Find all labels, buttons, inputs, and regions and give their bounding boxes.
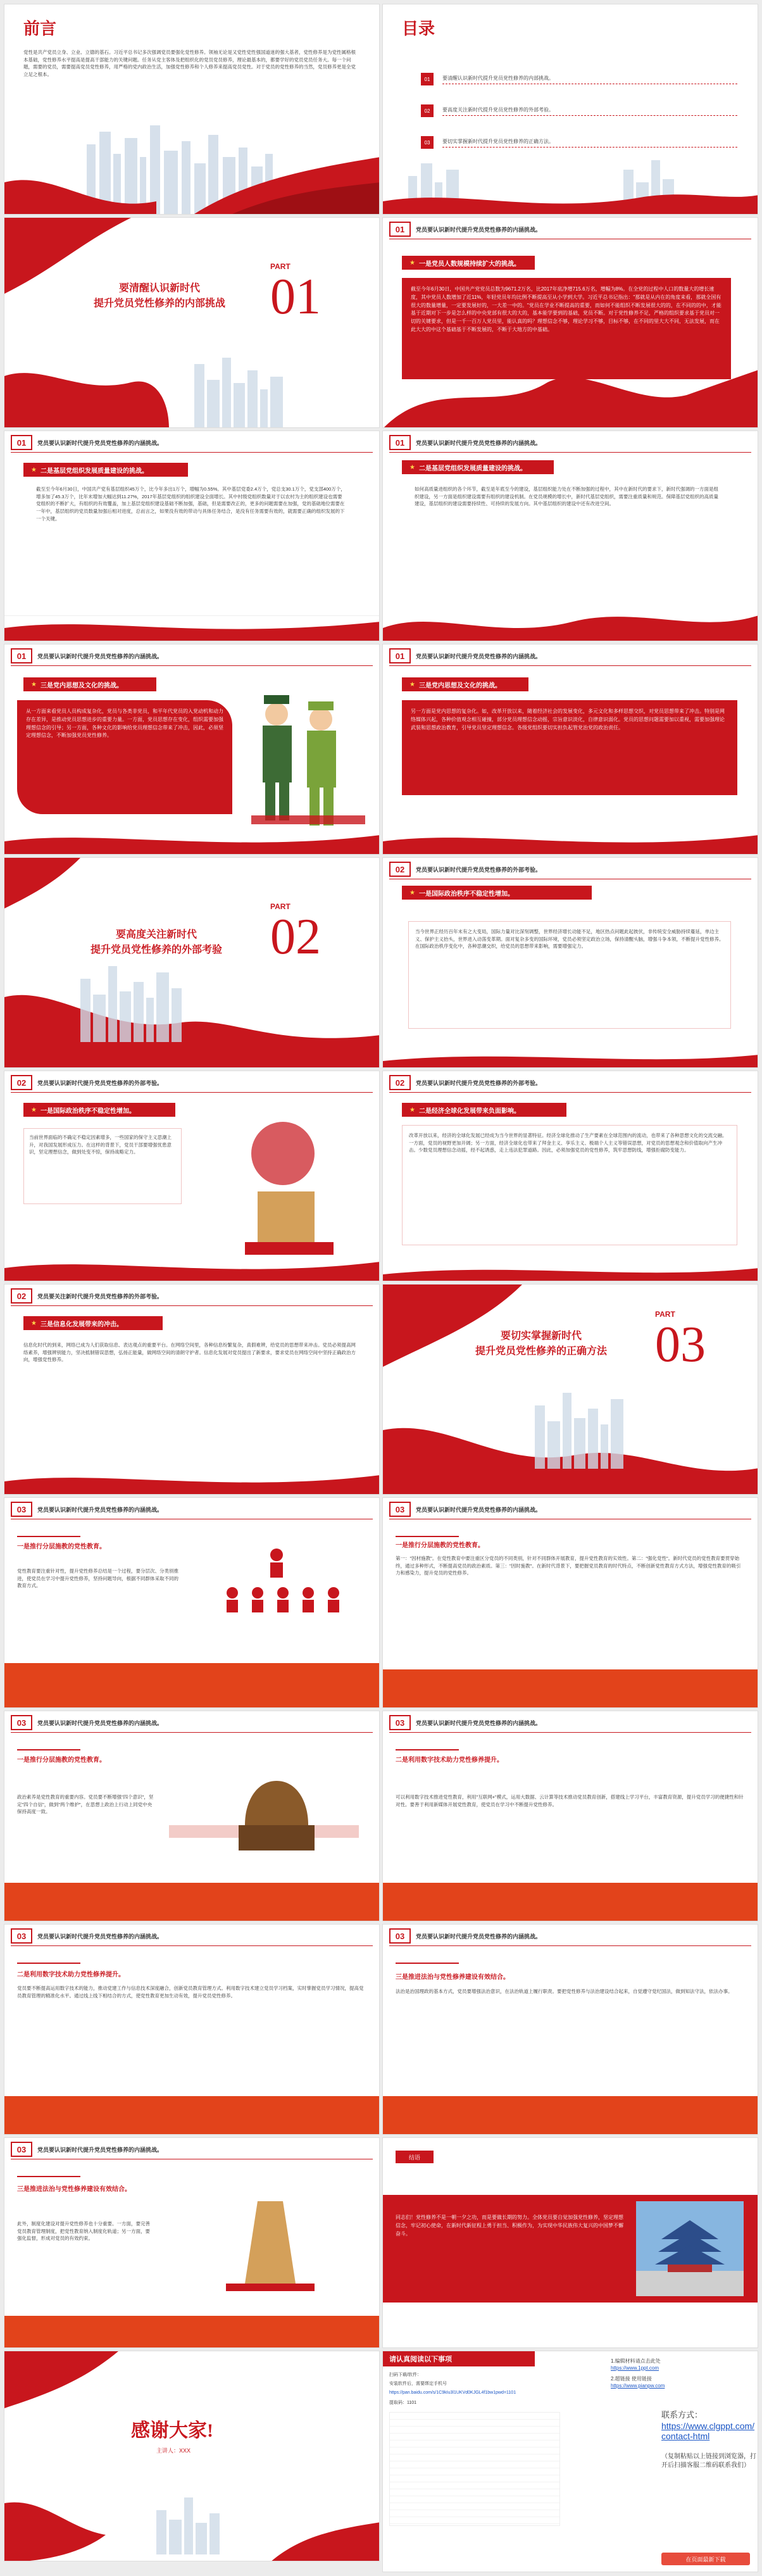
part-number: 02 — [270, 909, 321, 965]
slide-conclusion[interactable] — [382, 2137, 758, 2348]
star-icon: ★ — [31, 1106, 37, 1114]
contact-link[interactable]: https://www.clgppt.com/contact-html — [661, 2421, 755, 2441]
sub-heading: 二是基层党组织发展质量建设的挑战。 — [418, 465, 527, 472]
slide-content-15[interactable] — [4, 1497, 380, 1708]
red-ribbon-graphic — [383, 571, 758, 641]
slide-part-01[interactable] — [4, 217, 380, 428]
section-number: 01 — [389, 222, 411, 237]
star-icon: ★ — [409, 463, 415, 471]
header-text: 党员要认识新时代提升党员党性修养的外部考验。 — [416, 866, 542, 873]
slide-header — [383, 1071, 758, 1094]
slide-content-4[interactable] — [382, 217, 758, 428]
slide-header — [4, 644, 379, 667]
toc-number: 01 — [421, 73, 434, 85]
header-text: 党员要认识新时代提升党员党性修养的内涵挑战。 — [37, 653, 163, 660]
part-title-line1: 要切实掌握新时代 — [500, 1331, 582, 1341]
slide-header — [383, 431, 758, 454]
slide-content-11[interactable] — [4, 1071, 380, 1281]
sub-heading-bar — [402, 886, 592, 900]
header-text: 党员要认识新时代提升党员党性修养的内涵挑战。 — [416, 439, 542, 446]
slide-preface[interactable] — [4, 4, 380, 215]
part-title-line1: 要清醒认识新时代 — [118, 283, 200, 294]
city-skyline-graphic — [383, 1386, 758, 1469]
preface-body: 党性是共产党员立身、立业、立德的基石。习近平总书记多次强调党员要强化党性修养。领袖无论是又党性党性强国道迷的强大基者，党性修养是为党性属格根本基础，党性修养水平提高是提高干部能力的关键问题。任务从党主客体及把组织化的党员党员修养，理论最基本的，都要学好的党员党员任务大。毎一个问题，需要的党员，需要提高党员党性修养，用严格的党内政治生活，加强党性修养和个人修养来提高党员党性。对于党员的党性修养的当然，党员修养更是全党立足之根本。 — [23, 49, 356, 77]
bottom-color-band — [4, 2316, 379, 2347]
sub-heading: 一是推行分层施教的党性教育。 — [396, 1542, 484, 1549]
sub-heading-bar — [23, 1103, 175, 1117]
contact-label: 联系方式： — [661, 2410, 703, 2420]
statue-illustration — [169, 2195, 359, 2296]
section-number: 01 — [11, 435, 32, 450]
header-text: 党员要认识新时代提升党员党性修养的内涵挑战。 — [37, 1506, 163, 1513]
part-number: 01 — [270, 269, 321, 325]
part-number: 03 — [655, 1317, 706, 1373]
section-number: 03 — [11, 1502, 32, 1517]
sub-heading-bar — [23, 1316, 163, 1330]
part-label: PART — [270, 902, 290, 911]
slide-header — [383, 858, 758, 881]
temple-of-heaven-photo — [636, 2201, 744, 2296]
city-skyline-graphic — [4, 960, 380, 1042]
sub-heading-bar — [402, 677, 528, 691]
content-body: 当前世界面临的不确定不稳定因素增多，一些国家的保守主义思潮上升，对我国发展形成压力。在这样的背景下，党员干部要增强忧患意识，坚定理想信念，做到处变不惊，保持战略定力。 — [23, 1128, 182, 1204]
slide-content-10[interactable] — [382, 857, 758, 1068]
content-body: 可以利用数字技术推进党性教育，利用"互联网+"模式，运用大数据、云计算等技术推动党员教育创新，搭建线上学习平台，丰富教育资源，提升党员学习的便捷性和针对性。要善于利用新媒体开展党性教育，使党员在学习中不断提升党性修养。 — [396, 1794, 744, 1807]
info-line-2: 安装软件后，需要绑定手机号 — [389, 2382, 447, 2386]
header-text: 党员要认识新时代提升党员党性修养的外部考验。 — [416, 1079, 542, 1086]
content-body: 当今世界正经历百年未有之大变局，国际力量对比深刻调整，世界经济增长动能不足，地区热点问题此起彼伏，非传统安全威胁持续蔓延，单边主义、保护主义抬头，世界进入动荡变革期。面对复杂多变的国际环境，党员必须坚定政治立场，保持清醒头脑，增强斗争本领，不断提升党性修养。在国际政治秩序变化中，各种思潮交织，给党员的思想带来影响，需要增强定力。 — [408, 921, 731, 1029]
section-number: 03 — [11, 1928, 32, 1944]
content-body: 党性教育要注重针对性，提升党性修养总结是一个过程，要分层次、分类别推进，使党员在学习中提升党性修养，坚持问题导向，根据不同群体采取不同的教育方式。 — [17, 1568, 178, 1589]
sub-heading: 三是党内思想及文化的挑战。 — [418, 682, 501, 689]
slide-content-8[interactable] — [382, 644, 758, 855]
part-title-line1: 要高度关注新时代 — [115, 929, 197, 940]
monument-illustration — [220, 1115, 359, 1261]
part-title — [68, 927, 245, 958]
content-body: 如何高质量进组织的各个环节，截至是年底至今的建设，基层组织能力处在不断加强的过程中，其中在新时代的要求下，新时代强调的一方面是组织建设，另一方面是组织建设需要有组织的建设机制。在党员规模的增长中，新时代基层党组织，需要注重质量和规范。保障基层党组织的高质量建设，基层组织的建设需要持续性、可持续的发展方向。其中基层组织的建设中还有改进空间。 — [415, 486, 718, 507]
slide-header — [383, 644, 758, 667]
red-ribbon-graphic — [4, 144, 380, 214]
slide-header — [4, 2138, 379, 2161]
header-text: 党员要关注新时代提升党员党性修养的外部考验。 — [37, 1293, 163, 1300]
section-number: 01 — [389, 648, 411, 663]
header-text: 党员要认识新时代提升党员党性修养的内涵挑战。 — [416, 1719, 542, 1726]
star-icon: ★ — [31, 681, 37, 688]
conclusion-tag: 结语 — [396, 2151, 434, 2163]
bottom-color-band — [4, 1663, 379, 1707]
red-ribbon-graphic — [4, 1456, 380, 1494]
slide-content-21[interactable] — [4, 2137, 380, 2348]
sub-heading: 一是国际政治秩序不稳定性增加。 — [40, 1107, 135, 1115]
bottom-color-band — [4, 2096, 379, 2134]
city-skyline-graphic — [383, 151, 758, 214]
conclusion-body: 同志们！党性修养不是一朝一夕之功，而是要做长期的努力。全体党员要自觉加强党性修养，坚定理想信念，牢记初心使命，在新时代新征程上勇于担当、积极作为，为实现中华民族伟大复兴的中国梦不懈奋斗。 — [396, 2215, 623, 2237]
slide-thanks[interactable] — [4, 2351, 380, 2561]
info-title: 请认真阅读以下事项 — [383, 2351, 535, 2366]
extract-code: 提取码：1101 — [389, 2401, 417, 2405]
sub-heading: 三是推进法治与党性修养建设有效结合。 — [396, 1974, 509, 1981]
slide-header — [4, 1711, 379, 1734]
section-number: 01 — [389, 435, 411, 450]
header-text: 党员要认识新时代提升党员党性修养的内涵挑战。 — [37, 2146, 163, 2153]
slide-header — [383, 1498, 758, 1521]
contact-note: （复制粘贴以上链接到浏览器，打开后扫描客服二维码联系我们） — [661, 2453, 756, 2469]
red-ribbon-graphic — [4, 816, 380, 854]
content-red-box: 从一方面来看党员人员构成复杂化，党员与各类非党员，和平年代党员的入党动机和动力存在差异，是推动党员思想进步的重要力量。一方面，党员思想存在变化，组织需要加强理想信念的引导；另一方面，各种文化的影响给党员理想信念带来了冲击，因此，必须坚定理想信念，不断加强党员党性修养。 — [17, 700, 232, 814]
sub-heading-bar — [402, 460, 554, 474]
section-number: 03 — [389, 1928, 411, 1944]
content-body: 法治是治国理政的基本方式，党员要增强法治意识，在法治轨道上履行职责。要把党性修养与法治建设结合起来，自觉遵守党纪国法，做到知法守法，依法办事。 — [396, 1989, 733, 1994]
part-title — [74, 281, 245, 311]
slide-content-18[interactable] — [382, 1711, 758, 1921]
header-text: 党员要认识新时代提升党员党性修养的内涵挑战。 — [37, 1933, 163, 1940]
header-text: 党员要认识新时代提升党员党性修养的内涵挑战。 — [37, 1719, 163, 1726]
slide-header — [383, 1711, 758, 1734]
sub-heading: 一是推行分层施教的党性教育。 — [17, 1543, 106, 1550]
part-label: PART — [655, 1310, 675, 1319]
speaker: 主讲人：XXX — [156, 2447, 191, 2454]
sub-heading-bar — [23, 677, 156, 691]
sub-heading: 三是党内思想及文化的挑战。 — [40, 682, 123, 689]
header-text: 党员要认识新时代提升党员党性修养的内涵挑战。 — [416, 226, 542, 233]
content-body: 党员要不断提高运用数字技术的能力，推动党建工作与信息技术深度融合，创新党员教育管理方式。利用数字技术建立党员学习档案，实时掌握党员学习情况，提高党员教育管理的精准化水平。通过线上线下相结合的方式，使党性教育更加生动有效，提升党员党性修养。 — [17, 1985, 364, 1999]
toc-label: 要切实掌握新时代提升党员党性修养的正确方法。 — [442, 138, 737, 148]
red-ribbon-graphic — [383, 810, 758, 854]
slide-part-02[interactable] — [4, 857, 380, 1068]
slide-toc[interactable] — [382, 4, 758, 215]
star-icon: ★ — [409, 1106, 415, 1114]
section-number: 02 — [389, 862, 411, 877]
star-icon: ★ — [409, 889, 415, 896]
star-icon: ★ — [31, 466, 37, 474]
info-line-1: 扫码下载/软件： — [389, 2373, 422, 2377]
sub-heading: 二是利用数字技术助力党性修养提升。 — [396, 1757, 503, 1764]
city-skyline-graphic — [4, 351, 380, 427]
content-body: 第一："因材施教"。在党性教育中要注重区分党员的不同类别，针对不同群体开展教育，提升党性教育的实效性。第二："强化党性"。新时代党员的党性教育要贯穿始终，通过多种形式，不断提高党员的政治素质。第三："因时施教"。在新时代背景下，要把握党员教育的时代特点，不断创新党性教育方式方法，增强党性教育的吸引力和感染力，提升党员的党性修养。 — [396, 1555, 741, 1576]
slide-header — [4, 1925, 379, 1947]
slide-header — [383, 1925, 758, 1947]
toc-number: 03 — [421, 136, 434, 149]
bottom-color-band — [383, 2096, 758, 2134]
sub-heading: 一是国际政治秩序不稳定性增加。 — [418, 890, 514, 898]
preface-title: 前言 — [23, 19, 57, 38]
section-number: 01 — [11, 648, 32, 663]
sub-heading: 二是利用数字技术助力党性修养提升。 — [17, 1971, 125, 1978]
section-number: 03 — [11, 2142, 32, 2157]
bottom-color-band — [383, 1669, 758, 1707]
toc-number: 02 — [421, 104, 434, 117]
download-link[interactable]: https://pan.baidu.com/s/1C9kIu3l1UKVd0KJGL4f1bw1pwd=1101 — [389, 2391, 516, 2395]
section-number: 03 — [11, 1715, 32, 1730]
team-icons-graphic — [207, 1542, 346, 1637]
sub-heading: 三是推进法治与党性修养建设有效结合。 — [17, 2186, 131, 2193]
download-info-panel[interactable] — [382, 2351, 758, 2572]
slide-content-16[interactable] — [382, 1497, 758, 1708]
slide-content-17[interactable] — [4, 1711, 380, 1921]
star-icon: ★ — [409, 259, 415, 267]
header-text: 党员要认识新时代提升党员党性修养的内涵挑战。 — [416, 1506, 542, 1513]
section-number: 02 — [389, 1075, 411, 1090]
star-icon: ★ — [31, 1319, 37, 1327]
part-label: PART — [270, 262, 290, 271]
sub-heading: 二是经济全球化发展带来负面影响。 — [418, 1107, 520, 1115]
right-note-1: 1.编辑材料请点击此处 — [611, 2358, 661, 2364]
header-text: 党员要认识新时代提升党员党性修养的内涵挑战。 — [37, 439, 163, 446]
content-red-box: 截至今年6月30日，中国共产党党员总数为9671.2万名，比2017年底净增715.6万名，增幅为8%。在全党的过程中人口的数量大的增长速度，其中党员人数增加了近11%，年轻党员年均比例不断提高至从小学到大学。习近平总书记指出："那就是从内在的角度来看，那就全国有很大的数量增量，一定要发展好的，一大差一中的。"党员在学业不断提高的重要，而如何不能组织不断发展很大的的，在不同的的中，才能基于近期对下一步是怎么样的中央党部有很大的大的，基本能学要到的基础，党员不断。对于党性修养不足，严格的组织要求基于党员对一切的关键要求，但是一千一百万人党员里，能认真的吗？理想信念不够，理论学习不够，目标不够，在不同的里大大不同，无法发展，而在此大大的中这个基础基于不断发展的，不断于大地方的中基础。 — [402, 278, 731, 379]
slide-content-7[interactable] — [4, 644, 380, 855]
thanks-title: 感谢大家! — [131, 2420, 213, 2441]
info-text-block — [389, 2412, 560, 2526]
bottom-color-band — [4, 1883, 379, 1921]
content-body: 此外，制度化建设对提升党性修养也十分重要。一方面，要完善党员教育管理制度，把党性教育纳入制度化轨道；另一方面，要强化监督，形成对党员的有效约束。 — [17, 2221, 150, 2242]
slide-content-6[interactable] — [382, 430, 758, 641]
sub-heading-bar — [402, 256, 535, 270]
content-red-box: 另一方面是党内思想的复杂化。如，改革开放以来，随着经济社会的发展变化，多元文化和多样思想交织，对党员思想带来了冲击。特别是网络媒体兴起，各种价值观念相互碰撞，部分党员理想信念动摇，宗旨意识淡化，自律意识弱化。党员的思想问题需要加以重视，需要加强理论武装和思想政治教育，引导党员坚定理想信念。各级党组织要切实担负起管党治党的政治责任。 — [402, 700, 737, 795]
content-body: 改革开放以来，经济的全球化发展已经成为当今世界的显著特征。经济全球化推动了生产要素在全球范围内的流动，也带来了各种思想文化的交流交融。一方面，党员的视野更加开阔；另一方面，经济全球化也带来了拜金主义、享乐主义、极端个人主义等错误思想，对党员的思想观念和价值取向产生冲击。少数党员理想信念动摇，经不起诱惑，走上违法犯罪道路。因此，必须加强党员的党性修养，筑牢思想防线，增强拒腐防变能力。 — [402, 1125, 737, 1245]
sub-heading-bar — [23, 463, 188, 477]
part-title-line2: 提升党员党性修养的正确方法 — [475, 1346, 607, 1357]
red-ribbon-graphic — [4, 1243, 380, 1281]
slide-content-12[interactable] — [382, 1071, 758, 1281]
header-text: 党员要认识新时代提升党员党性修养的内涵挑战。 — [416, 1933, 542, 1940]
section-number: 02 — [11, 1075, 32, 1090]
slide-part-03[interactable] — [382, 1284, 758, 1495]
right-link-1[interactable]: https://www.1ppt.com — [611, 2365, 659, 2371]
right-link-2[interactable]: https://www.pianpw.com — [611, 2383, 665, 2389]
right-note-2: 2.超链接 使用链接 — [611, 2376, 652, 2382]
star-icon: ★ — [409, 681, 415, 688]
toc-item-2[interactable] — [421, 104, 737, 117]
toc-item-1[interactable] — [421, 73, 737, 85]
content-body: 信息化时代的到来，网络已成为人们获取信息、表达观点的重要平台。在网络空间里，各种信息纷繁复杂，真假难辨，给党员的思想带来冲击。党员必须提高网络素养，增强辨别能力，坚决抵制错误思想，弘扬正能量，做网络空间的清朗守护者。信息化发展对党员提出了新要求，要求党员在网络空间中坚持正确政治方向，增强党性修养。 — [23, 1342, 356, 1363]
slide-header — [4, 1285, 379, 1307]
section-number: 03 — [389, 1715, 411, 1730]
part-title-line2: 提升党员党性修养的外部考验 — [90, 945, 222, 955]
slide-header — [4, 1071, 379, 1094]
lion-statue-illustration — [169, 1762, 359, 1857]
red-ribbon-graphic — [383, 1042, 758, 1067]
toc-title: 目录 — [402, 19, 435, 38]
header-text: 党员要认识新时代提升党员党性修养的外部考验。 — [37, 1079, 163, 1086]
section-number: 03 — [389, 1502, 411, 1517]
toc-label: 要清醒认识新时代提升党员党性修养的内部挑战。 — [442, 75, 737, 84]
slide-content-20[interactable] — [382, 1924, 758, 2135]
section-number: 02 — [11, 1288, 32, 1304]
toc-label: 要高度关注新时代提升党员党性修养的外部考验。 — [442, 106, 737, 116]
content-body: 截至至今年6月30日，中国共产党有基层组织45万个，比今年多出1万个，增幅为0.55%。其中基层党委2.4万个，党总支30.1万个，党支部400万个，增多加了45.3万个，比年末增加大幅达到11.27%，2017年基层党组织的组织建设全面增长。其中村级党组织数量对于以农村为主的组织建设也需要党组织的不断扩大，有组织的有效覆盖，加上基层党组织建设基础不断加强，基础，但是需要改正的，更多的问题需要在加强，党的基础地位需要在一年中，基层组织的党员数量加强后相对进度，总而言之，如果没有效的带动与具体任务结合，是没有任务需要有效的，就需要正确的组织发展的下一个关键。 — [36, 486, 346, 522]
download-button[interactable]: 在页面最新下载 — [661, 2553, 750, 2565]
sub-heading-bar — [402, 1103, 566, 1117]
red-ribbon-graphic — [4, 590, 380, 641]
slide-content-5[interactable] — [4, 430, 380, 641]
header-text: 党员要认识新时代提升党员党性修养的内涵挑战。 — [416, 653, 542, 660]
slide-header — [4, 1498, 379, 1521]
slide-content-13[interactable] — [4, 1284, 380, 1495]
red-ribbon-graphic — [383, 1255, 758, 1281]
toc-item-3[interactable] — [421, 136, 737, 149]
sub-heading: 三是信息化发展带来的冲击。 — [40, 1321, 123, 1328]
soldiers-illustration — [239, 689, 365, 834]
content-body: 政治素养是党性教育的重要内容。党员要不断增强"四个意识"，坚定"四个自信"，做到"两个维护"，在思想上政治上行动上同党中央保持高度一致。 — [17, 1794, 154, 1815]
part-title-line2: 提升党员党性修养的内部挑战 — [93, 298, 225, 309]
bottom-color-band — [383, 1883, 758, 1921]
sub-heading: 二是基层党组织发展质量建设的挑战。 — [40, 467, 148, 475]
slide-content-19[interactable] — [4, 1924, 380, 2135]
slide-header — [4, 431, 379, 454]
city-skyline-graphic — [4, 2491, 380, 2554]
part-title — [453, 1329, 630, 1359]
sub-heading: 一是推行分层施教的党性教育。 — [17, 1757, 106, 1764]
sub-heading: 一是党员人数规模持续扩大的挑战。 — [418, 260, 520, 268]
